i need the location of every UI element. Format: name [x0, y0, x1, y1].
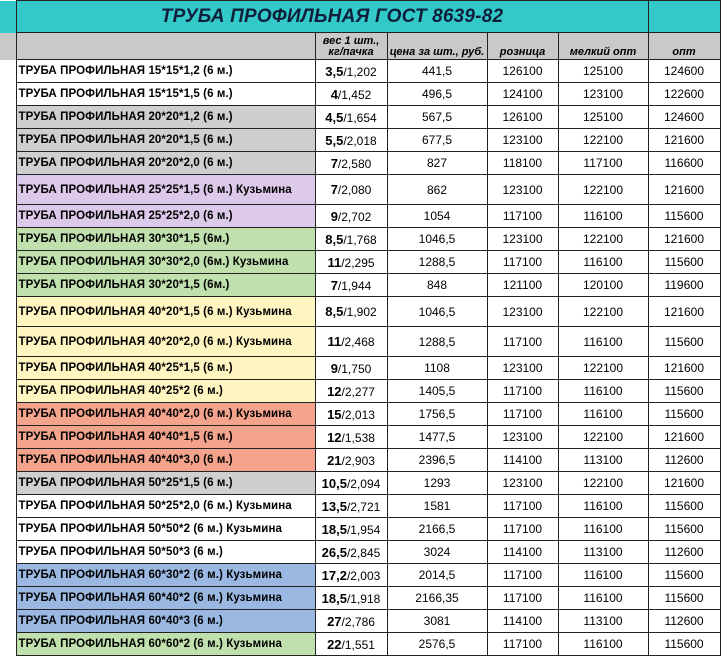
price-cell: 496,5	[387, 83, 487, 106]
weight-cell	[315, 205, 387, 228]
weight-piece: 12	[327, 429, 342, 445]
weight-cell	[315, 175, 387, 205]
price-cell: 1046,5	[387, 297, 487, 327]
weight-cell	[315, 274, 387, 297]
small-wholesale-cell: 116100	[558, 205, 648, 228]
weight-cell	[315, 380, 387, 403]
retail-cell: 117100	[487, 380, 558, 403]
wholesale-cell: 115600	[648, 327, 720, 357]
retail-cell: 124100	[487, 83, 558, 106]
weight-pack: /1,202	[343, 64, 377, 79]
weight-piece: 26,5	[321, 544, 347, 560]
weight-piece: 18,5	[321, 521, 347, 537]
retail-cell: 126100	[487, 106, 558, 129]
weight-cell	[315, 106, 387, 129]
wholesale-cell: 124600	[648, 60, 720, 83]
wholesale-cell: 116600	[648, 152, 720, 175]
weight-pack: /2,080	[337, 183, 372, 197]
table-row	[0, 495, 720, 518]
row-gutter	[0, 274, 16, 297]
row-gutter	[0, 541, 16, 564]
price-cell: 3081	[387, 610, 487, 633]
weight-cell	[315, 129, 387, 152]
table-body	[0, 60, 720, 656]
product-name: ТРУБА ПРОФИЛЬНАЯ 50*50*2 (6 м.) Кузьмина	[16, 518, 315, 541]
table-row	[0, 403, 720, 426]
wholesale-cell: 115600	[648, 564, 720, 587]
price-cell: 848	[387, 274, 487, 297]
price-cell: 1288,5	[387, 251, 487, 274]
small-wholesale-cell: 113100	[558, 449, 648, 472]
weight-piece: 11	[327, 334, 342, 349]
retail-cell: 117100	[487, 518, 558, 541]
row-gutter	[0, 205, 16, 228]
header-small-wholesale: мелкий опт	[558, 33, 648, 60]
table-row	[0, 152, 720, 175]
row-gutter	[0, 472, 16, 495]
product-name: ТРУБА ПРОФИЛЬНАЯ 50*25*1,5 (6 м.)	[16, 472, 315, 495]
weight-piece: 12	[327, 383, 342, 399]
weight-pack: /2,786	[341, 614, 375, 629]
row-gutter	[0, 152, 16, 175]
product-name: ТРУБА ПРОФИЛЬНАЯ 30*20*1,5 (6м.)	[16, 274, 315, 297]
small-wholesale-cell: 113100	[558, 541, 648, 564]
weight-piece: 11	[327, 254, 342, 270]
weight-pack: /2,277	[341, 384, 375, 399]
retail-cell: 114100	[487, 449, 558, 472]
weight-pack: /2,003	[346, 568, 381, 583]
product-name: ТРУБА ПРОФИЛЬНАЯ 15*15*1,5 (6 м.)	[16, 83, 315, 106]
retail-cell: 126100	[487, 60, 558, 83]
weight-pack: /1,902	[343, 305, 377, 319]
price-cell: 2014,5	[387, 564, 487, 587]
small-wholesale-cell: 123100	[558, 83, 648, 106]
product-name: ТРУБА ПРОФИЛЬНАЯ 50*50*3 (6 м.)	[16, 541, 315, 564]
wholesale-cell: 115600	[648, 518, 720, 541]
weight-cell	[315, 610, 387, 633]
wholesale-cell: 121600	[648, 472, 720, 495]
wholesale-cell: 115600	[648, 205, 720, 228]
table-row	[0, 518, 720, 541]
table-row	[0, 60, 720, 83]
price-cell: 1288,5	[387, 327, 487, 357]
header-wholesale: опт	[648, 33, 720, 60]
weight-cell	[315, 152, 387, 175]
header-name	[16, 33, 315, 60]
retail-cell: 117100	[487, 495, 558, 518]
table-row	[0, 587, 720, 610]
row-gutter	[0, 587, 16, 610]
weight-pack: /1,452	[337, 87, 372, 102]
weight-cell	[315, 541, 387, 564]
title-row	[0, 1, 720, 33]
table-row	[0, 228, 720, 251]
weight-piece: 4	[330, 86, 338, 102]
product-name: ТРУБА ПРОФИЛЬНАЯ 20*20*1,5 (6 м.)	[16, 129, 315, 152]
title-side-cell	[648, 1, 720, 33]
header-weight: вес 1 шт., кг/пачка	[315, 33, 387, 60]
weight-pack: /2,580	[337, 156, 372, 171]
small-wholesale-cell: 122100	[558, 426, 648, 449]
wholesale-cell: 121600	[648, 175, 720, 205]
weight-cell	[315, 472, 387, 495]
retail-cell: 123100	[487, 175, 558, 205]
weight-piece: 8,5	[325, 304, 344, 319]
table-row	[0, 564, 720, 587]
product-name: ТРУБА ПРОФИЛЬНАЯ 40*40*3,0 (6 м.)	[16, 449, 315, 472]
weight-cell	[315, 60, 387, 83]
table-row	[0, 129, 720, 152]
product-name: ТРУБА ПРОФИЛЬНАЯ 20*20*2,0 (6 м.)	[16, 152, 315, 175]
table-row	[0, 297, 720, 327]
weight-cell	[315, 587, 387, 610]
retail-cell: 123100	[487, 426, 558, 449]
row-gutter	[0, 327, 16, 357]
price-cell: 2396,5	[387, 449, 487, 472]
weight-pack: /2,702	[337, 209, 372, 224]
weight-piece: 8,5	[325, 231, 344, 247]
small-wholesale-cell: 113100	[558, 610, 648, 633]
retail-cell: 114100	[487, 610, 558, 633]
table-row	[0, 106, 720, 129]
weight-cell	[315, 495, 387, 518]
small-wholesale-cell: 120100	[558, 274, 648, 297]
row-gutter	[0, 633, 16, 656]
weight-cell	[315, 251, 387, 274]
price-cell: 1293	[387, 472, 487, 495]
price-cell: 1405,5	[387, 380, 487, 403]
row-gutter	[0, 518, 16, 541]
small-wholesale-cell: 122100	[558, 357, 648, 380]
product-name: ТРУБА ПРОФИЛЬНАЯ 40*25*1,5 (6 м.)	[16, 357, 315, 380]
price-cell: 2576,5	[387, 633, 487, 656]
price-cell: 1756,5	[387, 403, 487, 426]
retail-cell: 117100	[487, 251, 558, 274]
weight-piece: 9	[330, 360, 338, 376]
row-gutter	[0, 449, 16, 472]
row-gutter	[0, 175, 16, 205]
table-row	[0, 541, 720, 564]
price-cell: 677,5	[387, 129, 487, 152]
table-row	[0, 472, 720, 495]
product-name: ТРУБА ПРОФИЛЬНАЯ 50*25*2,0 (6 м.) Кузьмина	[16, 495, 315, 518]
header-row	[0, 33, 720, 60]
small-wholesale-cell: 116100	[558, 327, 648, 357]
weight-cell	[315, 449, 387, 472]
table-row	[0, 205, 720, 228]
row-gutter	[0, 564, 16, 587]
retail-cell: 117100	[487, 327, 558, 357]
small-wholesale-cell: 125100	[558, 60, 648, 83]
table-row	[0, 426, 720, 449]
weight-pack: /2,845	[346, 545, 381, 560]
product-name: ТРУБА ПРОФИЛЬНАЯ 30*30*1,5 (6м.)	[16, 228, 315, 251]
product-name: ТРУБА ПРОФИЛЬНАЯ 15*15*1,2 (6 м.)	[16, 60, 315, 83]
small-wholesale-cell: 116100	[558, 403, 648, 426]
weight-pack: /1,944	[337, 278, 372, 293]
small-wholesale-cell: 122100	[558, 472, 648, 495]
weight-pack: /1,654	[343, 110, 377, 125]
retail-cell: 117100	[487, 564, 558, 587]
weight-piece: 18,5	[321, 590, 347, 606]
weight-pack: /2,903	[341, 453, 375, 468]
table-row	[0, 274, 720, 297]
price-cell: 1054	[387, 205, 487, 228]
weight-piece: 21	[327, 452, 342, 468]
price-cell: 827	[387, 152, 487, 175]
product-name: ТРУБА ПРОФИЛЬНАЯ 20*20*1,2 (6 м.)	[16, 106, 315, 129]
retail-cell: 121100	[487, 274, 558, 297]
row-gutter	[0, 610, 16, 633]
price-cell: 862	[387, 175, 487, 205]
small-wholesale-cell: 116100	[558, 518, 648, 541]
retail-cell: 114100	[487, 541, 558, 564]
weight-cell	[315, 357, 387, 380]
weight-pack: /1,551	[341, 637, 375, 652]
retail-cell: 123100	[487, 228, 558, 251]
weight-cell	[315, 228, 387, 251]
retail-cell: 123100	[487, 297, 558, 327]
retail-cell: 117100	[487, 587, 558, 610]
wholesale-cell: 115600	[648, 380, 720, 403]
small-wholesale-cell: 122100	[558, 297, 648, 327]
row-gutter	[0, 106, 16, 129]
wholesale-cell: 112600	[648, 610, 720, 633]
product-name: ТРУБА ПРОФИЛЬНАЯ 60*60*2 (6 м.) Кузьмина	[16, 633, 315, 656]
weight-pack: /2,468	[341, 335, 375, 349]
wholesale-cell: 122600	[648, 83, 720, 106]
table-row	[0, 633, 720, 656]
product-name: ТРУБА ПРОФИЛЬНАЯ 60*40*2 (6 м.) Кузьмина	[16, 587, 315, 610]
table-row	[0, 251, 720, 274]
product-name: ТРУБА ПРОФИЛЬНАЯ 40*25*2 (6 м.)	[16, 380, 315, 403]
price-cell: 3024	[387, 541, 487, 564]
wholesale-cell: 115600	[648, 403, 720, 426]
weight-pack: /1,918	[346, 591, 381, 606]
wholesale-cell: 112600	[648, 449, 720, 472]
weight-piece: 13,5	[321, 498, 347, 514]
retail-cell: 123100	[487, 357, 558, 380]
product-name: ТРУБА ПРОФИЛЬНАЯ 60*40*3 (6 м.)	[16, 610, 315, 633]
weight-pack: /2,013	[341, 407, 375, 422]
weight-piece: 15	[327, 406, 342, 422]
small-wholesale-cell: 116100	[558, 251, 648, 274]
weight-pack: /2,094	[346, 476, 381, 491]
row-gutter	[0, 129, 16, 152]
row-gutter	[0, 297, 16, 327]
retail-cell: 117100	[487, 403, 558, 426]
weight-pack: /2,721	[346, 499, 381, 514]
row-gutter	[0, 357, 16, 380]
weight-piece: 22	[327, 636, 342, 652]
product-name: ТРУБА ПРОФИЛЬНАЯ 40*40*2,0 (6 м.) Кузьмина	[16, 403, 315, 426]
row-gutter	[0, 380, 16, 403]
row-gutter	[0, 1, 16, 33]
weight-piece: 3,5	[325, 63, 344, 79]
price-cell: 2166,35	[387, 587, 487, 610]
table-row	[0, 380, 720, 403]
header-price-per-piece: цена за шт., руб.	[387, 33, 487, 60]
price-cell: 441,5	[387, 60, 487, 83]
product-name: ТРУБА ПРОФИЛЬНАЯ 40*40*1,5 (6 м.)	[16, 426, 315, 449]
weight-pack: /1,538	[341, 430, 375, 445]
product-name: ТРУБА ПРОФИЛЬНАЯ 25*25*2,0 (6 м.)	[16, 205, 315, 228]
weight-piece: 10,5	[321, 475, 347, 491]
wholesale-cell: 121600	[648, 426, 720, 449]
table-row	[0, 327, 720, 357]
weight-pack: /2,018	[343, 133, 377, 148]
weight-piece: 27	[327, 613, 342, 629]
wholesale-cell: 115600	[648, 495, 720, 518]
wholesale-cell: 121600	[648, 357, 720, 380]
weight-piece: 4,5	[325, 109, 344, 125]
product-name: ТРУБА ПРОФИЛЬНАЯ 40*20*2,0 (6 м.) Кузьмина	[16, 327, 315, 357]
price-cell: 567,5	[387, 106, 487, 129]
small-wholesale-cell: 116100	[558, 564, 648, 587]
row-gutter	[0, 403, 16, 426]
row-gutter	[0, 33, 16, 60]
row-gutter	[0, 83, 16, 106]
header-retail: розница	[487, 33, 558, 60]
weight-piece: 7	[330, 182, 338, 197]
weight-piece: 5,5	[325, 132, 344, 148]
row-gutter	[0, 495, 16, 518]
sheet-title: ТРУБА ПРОФИЛЬНАЯ ГОСТ 8639-82	[16, 1, 648, 33]
weight-piece: 7	[330, 277, 338, 293]
wholesale-cell: 124600	[648, 106, 720, 129]
wholesale-cell: 119600	[648, 274, 720, 297]
retail-cell: 123100	[487, 129, 558, 152]
product-name: ТРУБА ПРОФИЛЬНАЯ 30*30*2,0 (6м.) Кузьмина	[16, 251, 315, 274]
small-wholesale-cell: 117100	[558, 152, 648, 175]
price-cell: 1108	[387, 357, 487, 380]
wholesale-cell: 121600	[648, 129, 720, 152]
retail-cell: 117100	[487, 633, 558, 656]
small-wholesale-cell: 125100	[558, 106, 648, 129]
price-cell: 1477,5	[387, 426, 487, 449]
wholesale-cell: 115600	[648, 587, 720, 610]
weight-piece: 9	[330, 208, 338, 224]
small-wholesale-cell: 116100	[558, 495, 648, 518]
product-name: ТРУБА ПРОФИЛЬНАЯ 60*30*2 (6 м.) Кузьмина	[16, 564, 315, 587]
product-name: ТРУБА ПРОФИЛЬНАЯ 25*25*1,5 (6 м.) Кузьмина	[16, 175, 315, 205]
weight-cell	[315, 633, 387, 656]
retail-cell: 117100	[487, 205, 558, 228]
row-gutter	[0, 251, 16, 274]
wholesale-cell: 121600	[648, 228, 720, 251]
weight-cell	[315, 327, 387, 357]
small-wholesale-cell: 116100	[558, 380, 648, 403]
price-cell: 1581	[387, 495, 487, 518]
wholesale-cell: 121600	[648, 297, 720, 327]
row-gutter	[0, 60, 16, 83]
wholesale-cell: 115600	[648, 633, 720, 656]
small-wholesale-cell: 122100	[558, 129, 648, 152]
weight-cell	[315, 83, 387, 106]
row-gutter	[0, 228, 16, 251]
small-wholesale-cell: 116100	[558, 587, 648, 610]
product-name: ТРУБА ПРОФИЛЬНАЯ 40*20*1,5 (6 м.) Кузьмина	[16, 297, 315, 327]
weight-pack: /1,954	[346, 522, 381, 537]
retail-cell: 123100	[487, 472, 558, 495]
small-wholesale-cell: 122100	[558, 228, 648, 251]
small-wholesale-cell: 122100	[558, 175, 648, 205]
weight-pack: /1,768	[343, 232, 377, 247]
weight-cell	[315, 564, 387, 587]
weight-pack: /2,295	[341, 255, 375, 270]
weight-cell	[315, 518, 387, 541]
row-gutter	[0, 426, 16, 449]
table-row	[0, 610, 720, 633]
price-cell: 2166,5	[387, 518, 487, 541]
small-wholesale-cell: 116100	[558, 633, 648, 656]
price-cell: 1046,5	[387, 228, 487, 251]
weight-piece: 7	[330, 155, 338, 171]
weight-cell	[315, 297, 387, 327]
weight-cell	[315, 426, 387, 449]
weight-cell	[315, 403, 387, 426]
weight-piece: 17,2	[321, 567, 347, 583]
wholesale-cell: 112600	[648, 541, 720, 564]
wholesale-cell: 115600	[648, 251, 720, 274]
table-row	[0, 357, 720, 380]
table-row	[0, 449, 720, 472]
retail-cell: 118100	[487, 152, 558, 175]
table-row	[0, 175, 720, 205]
table-row	[0, 83, 720, 106]
weight-pack: /1,750	[337, 361, 372, 376]
